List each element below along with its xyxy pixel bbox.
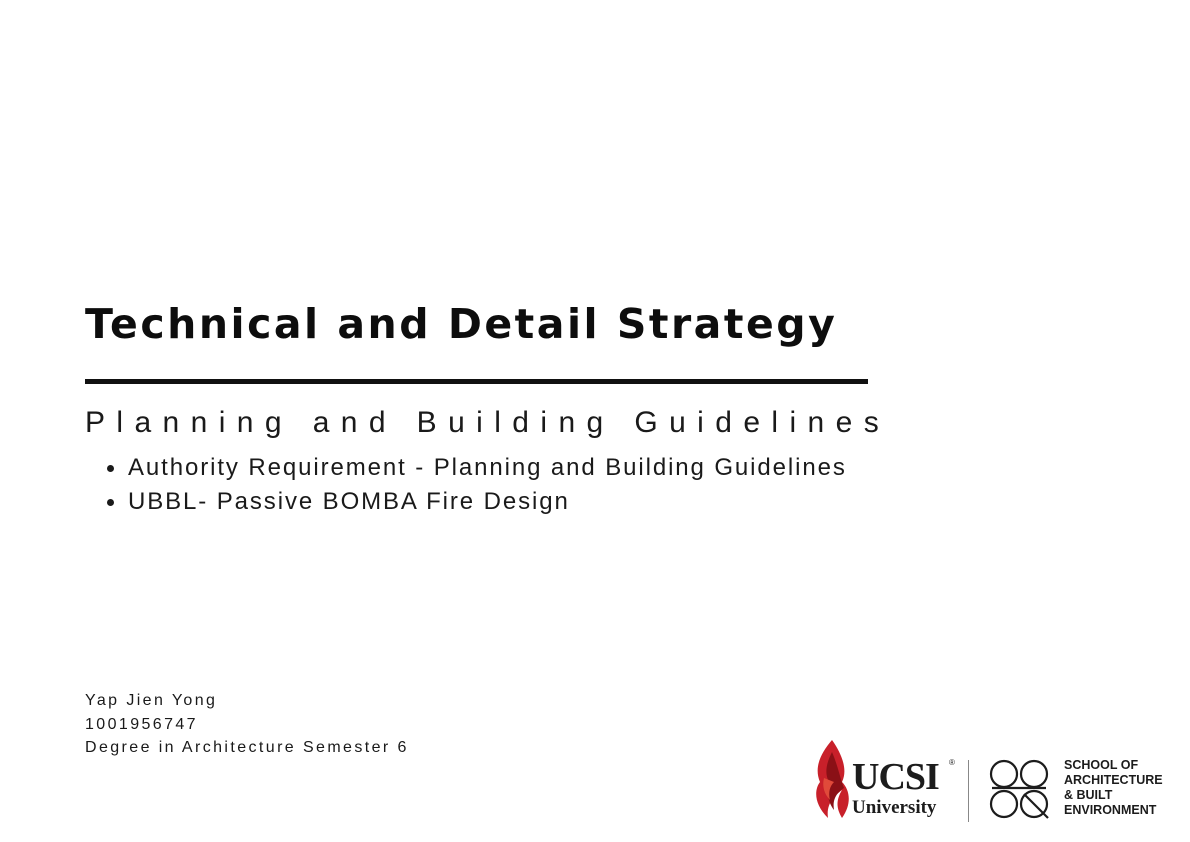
school-name-line: ENVIRONMENT [1064, 803, 1157, 817]
school-name-line: ARCHITECTURE [1064, 773, 1163, 787]
student-id: 1001956747 [85, 715, 198, 733]
list-item-text: UBBL- Passive BOMBA Fire Design [128, 488, 570, 515]
bullet-icon [107, 465, 114, 472]
registered-mark: ® [949, 758, 955, 767]
list-item-text: Authority Requirement - Planning and Building Guidelines [128, 454, 847, 481]
author-block [85, 689, 409, 760]
author-name: Yap Jien Yong [85, 692, 218, 709]
title-underline [85, 379, 868, 384]
page-title: Technical and Detail Strategy [85, 300, 838, 348]
school-name-line: & BUILT [1064, 788, 1113, 802]
school-emblem-icon [988, 758, 1052, 820]
logo-group [808, 738, 1178, 828]
logo-divider [968, 760, 969, 822]
ucsi-logo-subtext: University [852, 797, 937, 818]
school-name [1064, 758, 1163, 818]
program-name: Degree in Architecture Semester 6 [85, 739, 409, 756]
list-item [104, 451, 847, 485]
subtitle: Planning and Building Guidelines [85, 406, 891, 439]
school-name-line: SCHOOL OF [1064, 758, 1139, 772]
topic-list [104, 451, 847, 519]
ucsi-flame-icon [812, 738, 852, 820]
ucsi-logo-text: UCSI [852, 756, 939, 798]
list-item [104, 485, 847, 519]
bullet-icon [107, 499, 114, 506]
